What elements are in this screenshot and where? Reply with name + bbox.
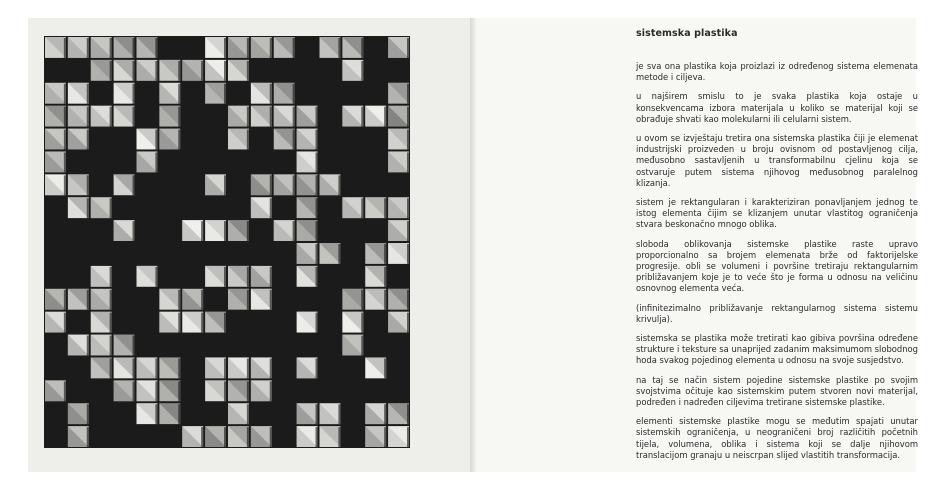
relief-block bbox=[251, 357, 272, 378]
relief-block bbox=[159, 83, 180, 104]
relief-block bbox=[251, 197, 272, 218]
relief-block bbox=[205, 174, 226, 195]
relief-block bbox=[45, 312, 66, 333]
relief-block bbox=[45, 83, 66, 104]
relief-block bbox=[68, 426, 89, 447]
paragraph-6: (infinitezimalno približavanje rektangularnog sistema sistemu krivulja). bbox=[636, 302, 918, 324]
relief-block bbox=[297, 357, 318, 378]
paragraph-1: je sva ona plastika koja proizlazi iz određenog sistema elemenata metode i ciljeva. bbox=[636, 61, 918, 83]
relief-block bbox=[297, 174, 318, 195]
relief-block bbox=[91, 37, 112, 58]
relief-block bbox=[251, 426, 272, 447]
relief-block bbox=[297, 266, 318, 287]
relief-block bbox=[228, 403, 249, 424]
text-column bbox=[636, 28, 918, 469]
relief-block bbox=[365, 357, 386, 378]
relief-block bbox=[45, 129, 66, 150]
relief-block bbox=[68, 174, 89, 195]
relief-block bbox=[297, 106, 318, 127]
relief-block bbox=[228, 60, 249, 81]
relief-block bbox=[205, 220, 226, 241]
paragraph-3: u ovom se izvještaju tretira ona sistemska plastika čiji je elemenat industrijski proizveden u broju ovisnom od postavljenog cilja, međusobno sastavljenih u transformabilnu cjelinu koja se ostvaruje putem sistema njihovog međusobnog paralelnog klizanja. bbox=[636, 133, 918, 188]
paragraph-9: elementi sistemske plastike mogu se međutim spajati unutar sistemskih ograničenja, u neograničeni broj različitih početnih tijela, volumena, oblika i sistema koji se dalje njihovom translacijom granaju u neiscrpan slijed vlastitih transformacija. bbox=[636, 416, 918, 460]
relief-block bbox=[388, 243, 409, 264]
relief-block bbox=[342, 335, 363, 356]
relief-block bbox=[114, 380, 135, 401]
relief-block bbox=[365, 197, 386, 218]
relief-block bbox=[205, 37, 226, 58]
relief-block bbox=[137, 37, 158, 58]
relief-block bbox=[114, 335, 135, 356]
relief-block bbox=[137, 380, 158, 401]
relief-block bbox=[365, 426, 386, 447]
relief-block bbox=[388, 151, 409, 172]
relief-block bbox=[114, 37, 135, 58]
relief-block bbox=[365, 289, 386, 310]
relief-block bbox=[205, 60, 226, 81]
relief-block bbox=[228, 266, 249, 287]
relief-block bbox=[274, 37, 295, 58]
relief-block bbox=[251, 37, 272, 58]
paragraph-5: sloboda oblikovanja sistemske plastike raste upravo proporcionalno sa brojem elemenata brže od faktorijelske progresije. obli se volumeni i površine tretiraju rektangularnim približavanjem koje je to veće što je forma u odnosu na veličinu osnovnog elementa veća. bbox=[636, 238, 918, 294]
relief-block bbox=[205, 312, 226, 333]
relief-block bbox=[91, 197, 112, 218]
paragraph-7: sistemska se plastika može tretirati kao gibiva površina određene strukture i teksture sa unaprijed zadanim maksimumom slobodnog hoda svakog pojedinog elementa u odnosu na svoje susjedstvo. bbox=[636, 333, 918, 366]
paragraph-4: sistem je rektangularan i karakteriziran ponavljanjem jednog te istog elementa čijim se klizanjem unutar vlastitog ograničenja stvara beskonačno mnogo oblika. bbox=[636, 197, 918, 230]
relief-block bbox=[342, 37, 363, 58]
relief-block bbox=[228, 289, 249, 310]
relief-block bbox=[159, 289, 180, 310]
relief-block bbox=[182, 312, 203, 333]
relief-block bbox=[320, 426, 341, 447]
relief-block bbox=[228, 426, 249, 447]
relief-block bbox=[365, 403, 386, 424]
paragraph-8: na taj se način sistem pojedine sistemske plastike po svojim svojstvima očituje kao sistemskim putem stvoren novi materijal, podređen i nadređen ciljevima tretirane sistemske plastike. bbox=[636, 374, 918, 408]
relief-block bbox=[91, 357, 112, 378]
relief-block bbox=[388, 129, 409, 150]
paragraph-2: u najširem smislu to je svaka plastika koja ostaje u konsekvencama izbora materijala u koliko se materijal koji se obrađuje shvati kao molekularni ili celularni sistem. bbox=[636, 91, 918, 124]
relief-block bbox=[365, 266, 386, 287]
relief-block bbox=[274, 174, 295, 195]
relief-block bbox=[388, 312, 409, 333]
relief-block bbox=[91, 335, 112, 356]
relief-block bbox=[251, 83, 272, 104]
relief-block bbox=[114, 220, 135, 241]
relief-block bbox=[365, 243, 386, 264]
relief-block bbox=[342, 60, 363, 81]
relief-block bbox=[205, 426, 226, 447]
relief-block bbox=[228, 357, 249, 378]
relief-block bbox=[91, 106, 112, 127]
relief-block bbox=[320, 37, 341, 58]
relief-block bbox=[91, 312, 112, 333]
relief-block bbox=[205, 83, 226, 104]
relief-block bbox=[297, 403, 318, 424]
relief-block bbox=[297, 312, 318, 333]
relief-block bbox=[251, 266, 272, 287]
relief-block bbox=[297, 220, 318, 241]
relief-block bbox=[228, 129, 249, 150]
relief-block bbox=[320, 243, 341, 264]
relief-block bbox=[159, 60, 180, 81]
relief-block bbox=[45, 289, 66, 310]
relief-block bbox=[320, 174, 341, 195]
relief-block bbox=[251, 106, 272, 127]
relief-block bbox=[205, 266, 226, 287]
relief-block bbox=[297, 197, 318, 218]
relief-block bbox=[388, 106, 409, 127]
relief-block bbox=[297, 426, 318, 447]
relief-block bbox=[388, 37, 409, 58]
relief-block bbox=[228, 380, 249, 401]
relief-photograph-image bbox=[44, 36, 410, 448]
relief-block bbox=[228, 106, 249, 127]
relief-block bbox=[68, 289, 89, 310]
relief-block bbox=[68, 129, 89, 150]
relief-block bbox=[274, 83, 295, 104]
relief-block bbox=[45, 106, 66, 127]
relief-block bbox=[91, 266, 112, 287]
relief-block bbox=[159, 106, 180, 127]
relief-block bbox=[365, 106, 386, 127]
relief-block bbox=[320, 403, 341, 424]
relief-block bbox=[137, 151, 158, 172]
relief-block bbox=[251, 174, 272, 195]
relief-photograph bbox=[44, 36, 410, 448]
relief-block bbox=[342, 289, 363, 310]
relief-block bbox=[68, 335, 89, 356]
relief-block bbox=[182, 220, 203, 241]
relief-block bbox=[182, 289, 203, 310]
relief-block bbox=[159, 129, 180, 150]
relief-block bbox=[205, 380, 226, 401]
relief-block bbox=[228, 220, 249, 241]
relief-block bbox=[45, 151, 66, 172]
relief-block bbox=[68, 37, 89, 58]
relief-block bbox=[45, 174, 66, 195]
section-heading: sistemska plastika bbox=[636, 28, 738, 39]
relief-block bbox=[45, 37, 66, 58]
relief-block bbox=[68, 197, 89, 218]
relief-block bbox=[91, 289, 112, 310]
relief-block bbox=[297, 151, 318, 172]
relief-block bbox=[159, 403, 180, 424]
relief-block bbox=[159, 312, 180, 333]
relief-block bbox=[388, 83, 409, 104]
relief-block bbox=[297, 129, 318, 150]
relief-block bbox=[137, 403, 158, 424]
relief-block bbox=[137, 357, 158, 378]
relief-block bbox=[228, 37, 249, 58]
relief-block bbox=[159, 357, 180, 378]
relief-block bbox=[342, 312, 363, 333]
relief-block bbox=[137, 266, 158, 287]
relief-block bbox=[45, 380, 66, 401]
relief-block bbox=[114, 106, 135, 127]
relief-block bbox=[388, 289, 409, 310]
relief-block bbox=[114, 83, 135, 104]
relief-block bbox=[274, 106, 295, 127]
relief-block bbox=[205, 357, 226, 378]
relief-block bbox=[68, 403, 89, 424]
relief-block bbox=[68, 106, 89, 127]
relief-block bbox=[137, 129, 158, 150]
relief-block bbox=[388, 403, 409, 424]
relief-block bbox=[159, 380, 180, 401]
relief-block bbox=[182, 60, 203, 81]
relief-block bbox=[114, 174, 135, 195]
relief-block bbox=[388, 426, 409, 447]
relief-block bbox=[251, 380, 272, 401]
relief-block bbox=[274, 129, 295, 150]
relief-block bbox=[114, 357, 135, 378]
relief-block bbox=[251, 289, 272, 310]
relief-block bbox=[137, 60, 158, 81]
relief-block bbox=[297, 243, 318, 264]
relief-block bbox=[68, 83, 89, 104]
relief-block bbox=[91, 60, 112, 81]
relief-block bbox=[342, 106, 363, 127]
relief-block bbox=[182, 426, 203, 447]
relief-block bbox=[388, 197, 409, 218]
relief-block bbox=[274, 220, 295, 241]
relief-block bbox=[388, 220, 409, 241]
relief-block bbox=[114, 60, 135, 81]
relief-block bbox=[342, 197, 363, 218]
